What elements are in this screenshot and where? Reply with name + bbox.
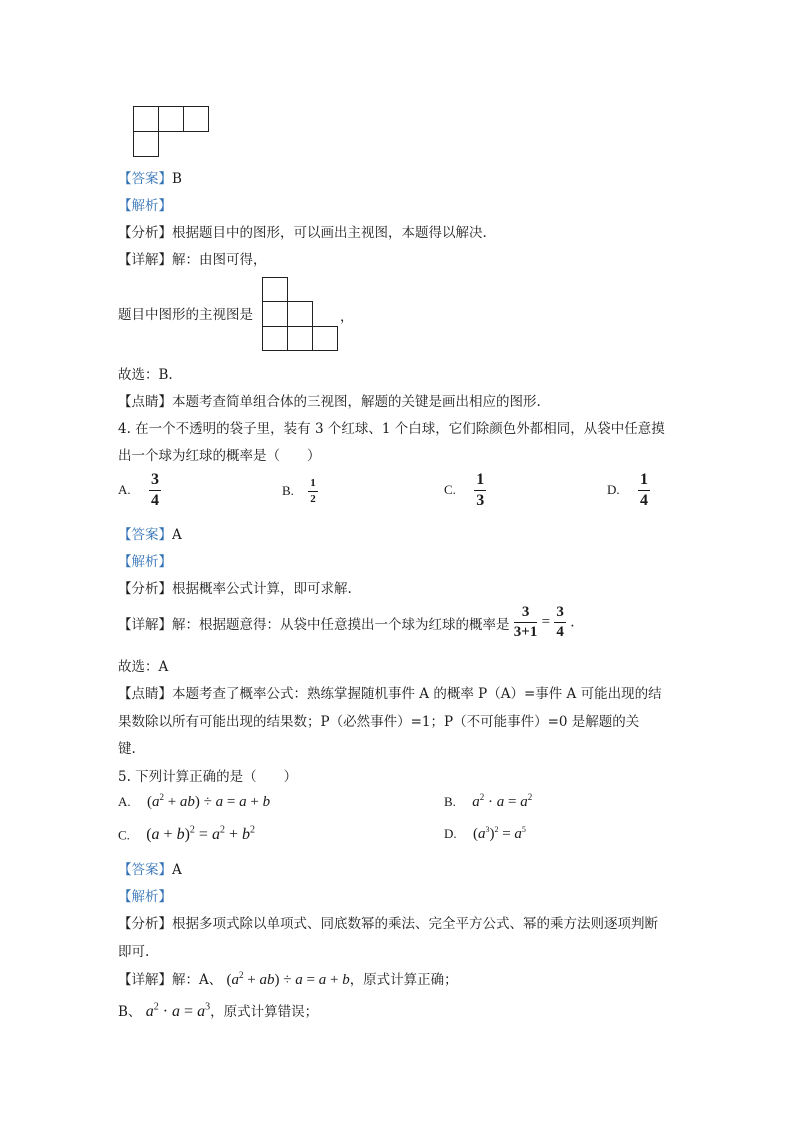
q4-stem-line1: 4. 在一个不透明的袋子里，装有 3 个红球、1 个白球，它们除颜色外都相同，从袋中任意摸 <box>118 421 665 437</box>
q5-line-b: B、 $a^2 \cdot a = a^3$，原式计算错误； <box>118 1001 319 1020</box>
q4-answer: 【答案】A <box>118 527 182 543</box>
q5-option-a: A. $(a^2 + ab) \div a = a + b$ <box>118 792 271 810</box>
q3-dianjing: 【点睛】本题考查简单组合体的三视图，解题的关键是画出相应的图形. <box>118 394 541 410</box>
figure-square <box>262 277 288 302</box>
q4-option-b: B. $\frac{1}{2}$ <box>282 477 316 505</box>
q5-option-c: C. $(a + b)^2 = a^2 + b^2$ <box>118 825 255 844</box>
figure-square <box>262 326 288 351</box>
q4-dianjing-line2: 果数除以所有可能出现的结果数；P（必然事件）=1；P（不可能事件）=0 是解题的关 <box>118 714 640 730</box>
q4-option-d: D. $\frac{1}{4}$ <box>607 471 648 509</box>
q5-stem: 5. 下列计算正确的是（ ） <box>118 769 298 785</box>
figure-square <box>133 106 159 132</box>
figure-square <box>262 301 288 327</box>
q4-conclusion: 故选：A <box>118 659 169 675</box>
q5-fenxi-line2: 即可. <box>118 944 150 960</box>
q4-option-c: C. $\frac{1}{3}$ <box>444 471 485 509</box>
q4-stem-line2: 出一个球为红球的概率是（ ） <box>118 448 321 464</box>
q5-option-b: B. $a^2 \cdot a = a^2$ <box>444 792 533 810</box>
q3-mainview-comma: ， <box>340 309 354 325</box>
q5-jiexi: 【解析】 <box>118 889 172 905</box>
q4-dianjing-line1: 【点睛】本题考查了概率公式：熟练掌握随机事件 A 的概率 P（A）=事件 A 可能出现的结 <box>118 686 662 702</box>
q3-answer: 【答案】B <box>118 171 182 187</box>
q3-conclusion: 故选：B. <box>118 367 173 383</box>
q4-option-a: A. $\frac{3}{4}$ <box>118 471 159 509</box>
q4-jiexi: 【解析】 <box>118 554 172 570</box>
figure-square <box>287 326 313 351</box>
q3-fenxi: 【分析】根据题目中的图形，可以画出主视图，本题得以解决. <box>118 225 487 241</box>
q5-xiangjie: 【详解】解：A、 $(a^2 + ab) \div a = a + b$，原式计算正确； <box>118 970 458 988</box>
q4-fenxi: 【分析】根据概率公式计算，即可求解. <box>118 581 352 597</box>
figure-square <box>133 131 159 157</box>
q4-dianjing-line3: 键. <box>118 741 136 757</box>
figure-square <box>312 326 338 351</box>
q4-xiangjie: 【详解】解：根据题意得：从袋中任意摸出一个球为红球的概率是 $\frac{3}{3+1}$ = $\frac{3}{4}$ . <box>118 604 575 640</box>
q5-answer: 【答案】A <box>118 862 182 878</box>
q3-mainview-label: 题目中图形的主视图是 <box>118 307 253 323</box>
q3-jiexi: 【解析】 <box>118 198 172 214</box>
figure-square <box>183 106 209 132</box>
figure-square <box>158 106 184 132</box>
q5-fenxi-line1: 【分析】根据多项式除以单项式、同底数幂的乘法、完全平方公式、幂的乘方法则逐项判断 <box>118 916 658 932</box>
figure-square <box>287 301 313 327</box>
q5-option-d: D. $(a^3)^2 = a^5$ <box>444 825 526 842</box>
q3-xiangjie: 【详解】解：由图可得， <box>118 252 267 268</box>
